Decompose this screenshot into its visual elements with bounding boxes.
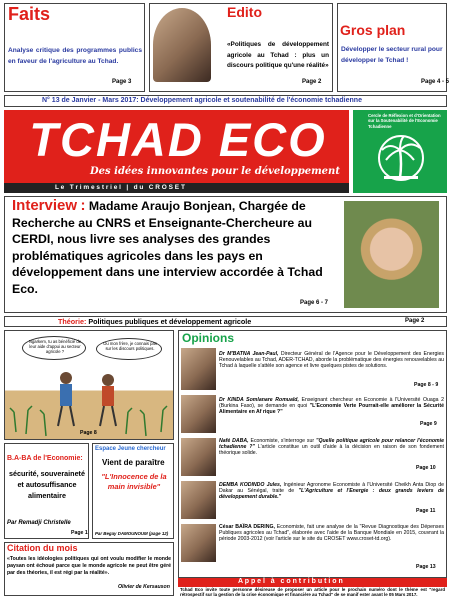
- opinion-4-name: DEMBA KODINDO Jules,: [219, 482, 282, 488]
- opinion-item-2: [219, 397, 444, 416]
- opinion-4-text: Ingénieur Agronome Economiste à l'Université Cheikh Anta Diop de Dakar au Sénégal, traite de: [219, 482, 444, 495]
- opinion-item-5: [219, 524, 444, 543]
- appel-text: Tchad Eco invite toute personne désireuse de proposer un article pour le prochain numéro dont le thème est "regard rétrospectif sur la gestion de la crise économique et financière au Tchad" de se manif ester avant le 05 Mars 2017.: [180, 587, 445, 597]
- chercheur-author: Par Begay DAMOUNOUM (page 12): [95, 531, 169, 536]
- citation-title: Citation du mois: [7, 543, 78, 553]
- opinion-3-quote: "Quelle politique agricole pour relancer l'économie tchadienne ?": [219, 438, 444, 451]
- opinion-2-name: Dr KINDA Somlanare Romuald,: [219, 397, 299, 403]
- opinion-5-photo: [181, 524, 216, 562]
- edito-photo: [153, 8, 211, 82]
- opinion-4-photo: [181, 481, 216, 519]
- edito-page: Page 2: [302, 79, 322, 85]
- edito-text: «Politiques de développement agricole au Tchad : plus un discours politique qu'une réalité»: [227, 41, 329, 69]
- theorie-line: [58, 317, 251, 326]
- opinion-item-1: [219, 351, 444, 370]
- abc-text: sécurité, souveraineté et autosuffisance alimentaire: [9, 469, 85, 500]
- cartoon-bubble-right-text: Ou mon frère, je connais pas sur les discours politiques.: [103, 341, 157, 352]
- opinion-1-name: Dr M'BATNA Jean-Paul,: [219, 351, 279, 357]
- interview-photo: [344, 201, 439, 308]
- interview-text: [12, 198, 332, 298]
- citation-author: Olivier de Kersauson: [118, 584, 170, 590]
- croset-palm-logo: [376, 130, 426, 190]
- opinion-5-name: César BAÏRA DERING,: [219, 524, 275, 530]
- croset-text: Cercle de Réflexion et d'Orientation sur la Soutenabilité de l'Economie Tchadienne: [368, 113, 441, 129]
- cartoon-drawing: [6, 362, 172, 438]
- abc-author: Par Remadji Christelle: [7, 520, 71, 526]
- faits-title: Faits: [8, 4, 51, 24]
- opinion-1-page: Page 8 - 9: [414, 382, 439, 388]
- interview-colon: :: [80, 197, 86, 214]
- interview-label: Interview: [12, 197, 78, 214]
- masthead-periodicity: L e T r i m e s t r i e l | d u C R O S E T: [55, 184, 185, 191]
- opinion-3-text: Economiste, s'interroge sur: [248, 438, 317, 444]
- chercheur-title: Espace Jeune chercheur: [95, 446, 166, 452]
- chercheur-subtitle: Vient de paraître: [102, 458, 165, 467]
- opinions-title: Opinions: [182, 331, 234, 345]
- opinion-2-text: Enseignant chercheur en Economie à l'Université Ouaga 2 (Burkina Faso), se demande en quoi: [219, 397, 444, 410]
- gros-plan-text: Développer le secteur rural pour développer le Tchad !: [341, 46, 443, 64]
- abc-title: B.A-BA de l'Economie:: [7, 455, 83, 462]
- abc-page: Page 1: [71, 530, 88, 536]
- theorie-page: Page 2: [405, 318, 425, 324]
- gros-plan-title: Gros plan: [340, 22, 406, 38]
- opinion-5-text: Economiste, fait une analyse de la "Revue Diagnostique des Dépenses Publiques agricoles au Tchad", élaborée avec l'aide de la Banque Mondiale en 2015, couvrant la période 2003-2012 (voir l'article sur le site du CROSET www.croset-td.org).: [219, 524, 444, 543]
- gros-plan-page: Page 4 - 5: [421, 79, 450, 85]
- edito-title: Edito: [227, 4, 262, 20]
- opinion-3-text2: L'article constitue un outil d'aide à la décision en raison de son fondement théorique solide.: [219, 444, 444, 457]
- opinion-3-photo: [181, 438, 216, 476]
- faits-text: Analyse critique des programmes publics en faveur de l'agriculture au Tchad.: [8, 47, 142, 65]
- cartoon-page: Page 8: [80, 430, 97, 436]
- opinion-4-quote: "L'Agriculture et l'Energie : deux grands leviers de développement durable.": [219, 488, 444, 501]
- theorie-text: Politiques publiques et développement agricole: [88, 317, 252, 326]
- opinion-2-photo: [181, 395, 216, 433]
- opinion-2-quote: "L'Economie Verte Pourrait-elle améliorer la Sécurité Alimentaire en Af rique ?": [219, 403, 444, 416]
- theorie-label: Théorie:: [58, 317, 87, 326]
- interview-page: Page 6 - 7: [300, 300, 329, 306]
- opinion-1-text: Directeur Général de l'Agence pour le Développement des Energies Renouvelables au Tchad, ADER-TCHAD, aborde la problématique des énergies renouvelables au Tchad à laquelle s'attèle son agence et livre quelques pistes de solutions.: [219, 351, 444, 370]
- opinion-5-page: Page 13: [416, 564, 436, 570]
- opinion-2-page: Page 9: [420, 421, 437, 427]
- opinion-item-3: [219, 438, 444, 457]
- opinion-item-4: [219, 482, 444, 501]
- opinion-3-page: Page 10: [416, 465, 436, 471]
- chercheur-book: "L'Innocence de la main invisible": [101, 472, 167, 491]
- faits-page: Page 3: [112, 79, 132, 85]
- opinion-1-photo: [181, 348, 216, 390]
- cartoon-bubble-left-text: Ngarkem, tu as bénéficié de leur aide d'appui au secteur agricole ?: [28, 339, 82, 355]
- interview-body: Madame Araujo Bonjean, Chargée de Recherche au CNRS et Enseignante-Chercheure au CERDI, nous livre ses analyses des grandes problématiques agricoles dans les pays en développement dans une interview accordée à Tchad Eco.: [12, 199, 323, 296]
- opinion-3-name: Nafé DABA,: [219, 438, 249, 444]
- opinion-4-page: Page 11: [416, 508, 436, 514]
- masthead-title: TCHAD ECO: [29, 113, 327, 166]
- masthead-tagline: Des idées innovantes pour le développement: [90, 166, 340, 177]
- citation-text: «Toutes les idéologies politiques qui ont voulu modifier le monde paysan ont échoué parce que le monde agricole ne peut être géré par des théories, il est régi par la réalité».: [7, 556, 171, 576]
- appel-title: A p p e l à c o n t r i b u t i o n: [238, 578, 343, 585]
- issue-line: N° 13 de Janvier - Mars 2017: Développement agricole et soutenabilité de l'économie tchadienne: [42, 97, 362, 104]
